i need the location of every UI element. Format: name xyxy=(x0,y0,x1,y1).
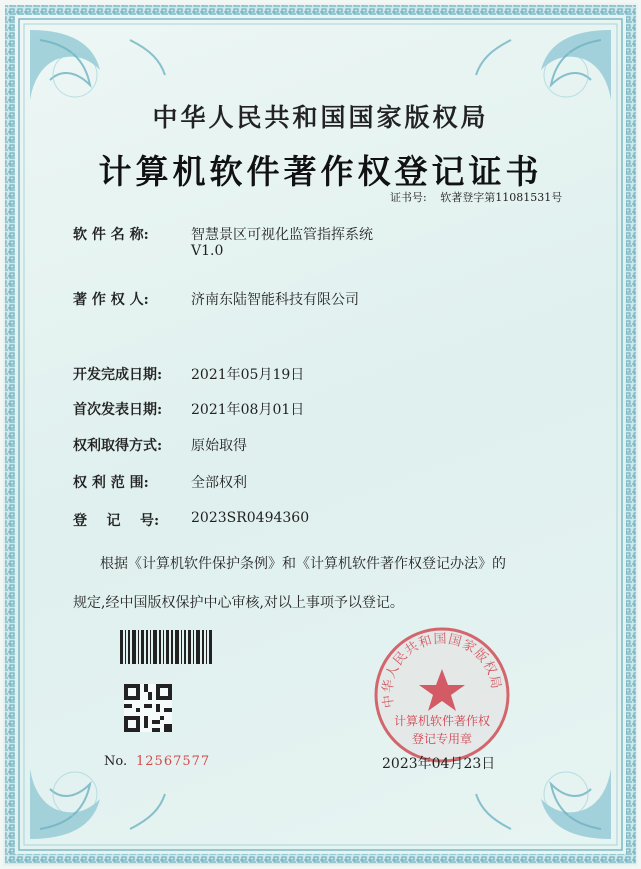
issuing-authority: 中华人民共和国国家版权局 xyxy=(152,103,489,132)
legal-text-line-2: 规定,经中国版权保护中心审核,对以上事项予以登记。 xyxy=(73,595,404,611)
registration-number-value: 2023SR0494360 xyxy=(191,510,310,526)
software-version-value: V1.0 xyxy=(191,243,224,259)
software-name-value: 智慧景区可视化监管指挥系统 xyxy=(191,227,373,243)
publication-date-value: 2021年08月01日 xyxy=(191,402,305,418)
certificate-title: 计算机软件著作权登记证书 xyxy=(98,152,543,191)
seal-line-1: 计算机软件著作权 xyxy=(393,714,490,728)
registration-number-label: 登 记 号: xyxy=(73,513,160,529)
acquisition-method-value: 原始取得 xyxy=(191,438,247,454)
certificate-number-value: 软著登字第11081531号 xyxy=(440,191,563,204)
serial-label: No. xyxy=(104,754,128,769)
certificate-number xyxy=(390,189,562,205)
acquisition-method-label: 权利取得方式: xyxy=(73,438,163,454)
seal-outer-text: 中华人民共和国国家版权局 xyxy=(380,631,504,709)
copyright-owner-value: 济南东陆智能科技有限公司 xyxy=(191,292,359,308)
certificate-number-label: 证书号: xyxy=(390,191,427,204)
issue-date: 2023年04月23日 xyxy=(382,756,496,772)
software-name-label: 软 件 名 称: xyxy=(73,227,149,243)
serial-number: 12567577 xyxy=(136,754,211,769)
legal-text-line-1: 根据《计算机软件保护条例》和《计算机软件著作权登记办法》的 xyxy=(100,556,506,572)
qr-code-icon xyxy=(124,684,172,732)
copyright-owner-label: 著 作 权 人: xyxy=(73,292,149,308)
barcode-icon xyxy=(120,630,212,664)
development-date-label: 开发完成日期: xyxy=(73,367,163,383)
rights-scope-label: 权 利 范 围: xyxy=(73,475,149,491)
seal-line-2: 登记专用章 xyxy=(411,732,472,746)
publication-date-label: 首次发表日期: xyxy=(73,402,163,418)
development-date-value: 2021年05月19日 xyxy=(191,367,305,383)
rights-scope-value: 全部权利 xyxy=(191,475,247,491)
